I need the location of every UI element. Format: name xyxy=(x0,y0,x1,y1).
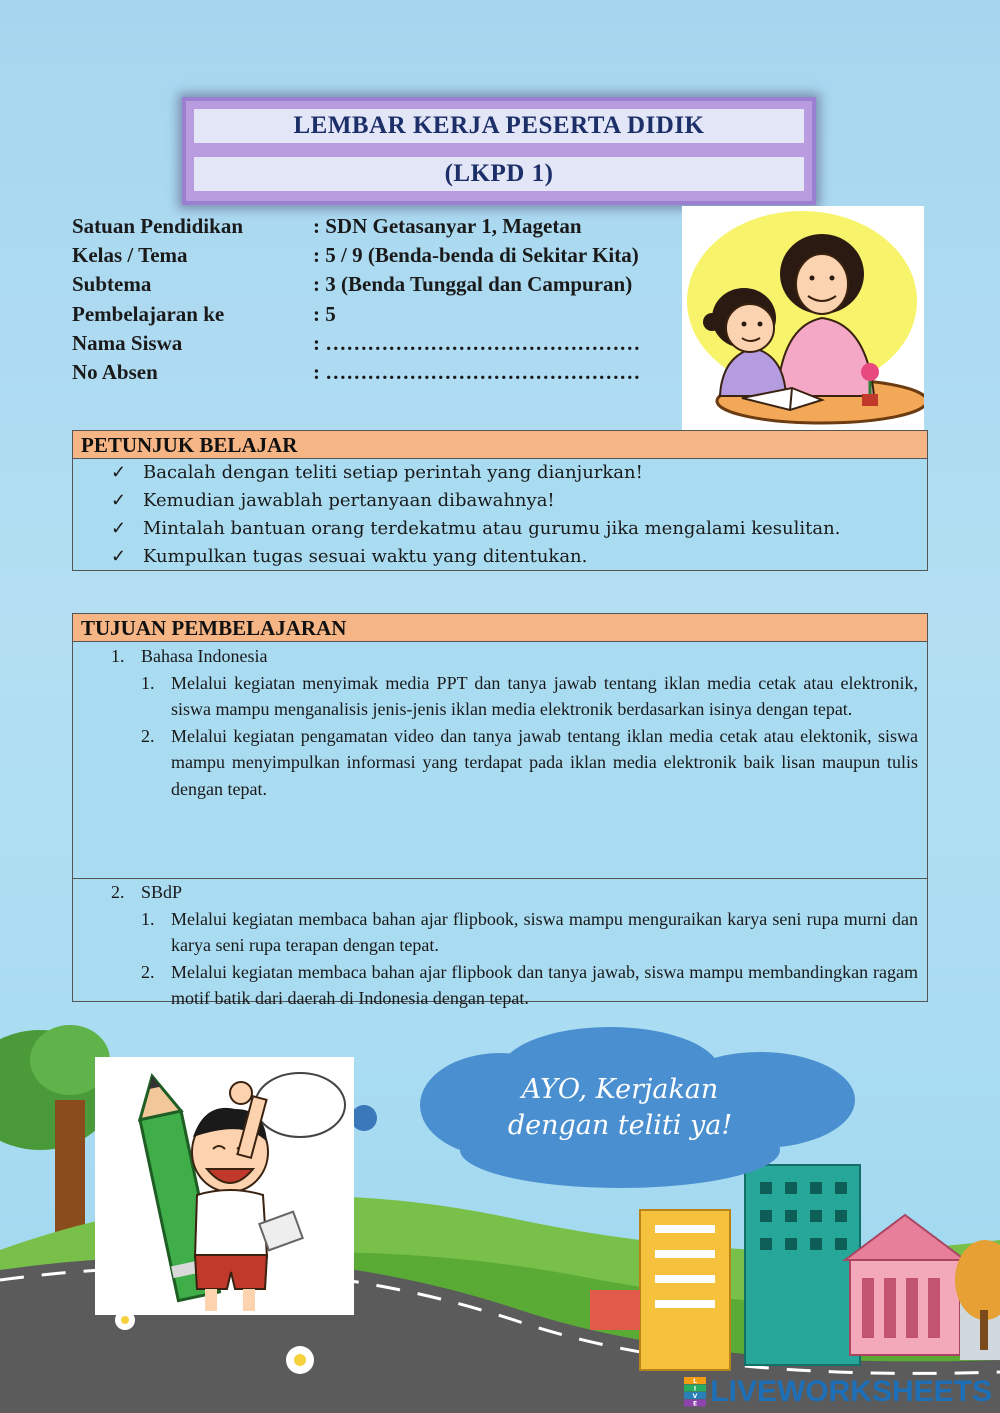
identity-row xyxy=(72,329,682,358)
page-subtitle: (LKPD 1) xyxy=(194,157,804,191)
item-text: Melalui kegiatan menyimak media PPT dan tanya jawab tentang iklan media cetak atau elektronik, siswa mampu menganalisis jenis-jenis iklan media elektronik berdasarkan isinya dengan tepat. xyxy=(171,672,918,719)
liveworksheets-watermark xyxy=(684,1375,992,1409)
list-item xyxy=(111,459,927,487)
list-item-text: Kemudian jawablah pertanyaan dibawahnya! xyxy=(143,490,555,511)
subject-block xyxy=(73,642,927,879)
logo-letter-V: V xyxy=(692,1393,698,1400)
subject-number: 2. xyxy=(111,882,125,902)
list-item xyxy=(73,959,927,1012)
identity-label: Satuan Pendidikan xyxy=(72,214,243,239)
boy-with-pencil-icon xyxy=(95,1057,354,1315)
list-item xyxy=(111,487,927,515)
item-text: Melalui kegiatan pengamatan video dan tanya jawab tentang iklan media cetak atau elektonik, siswa mampu menyimpulkan informasi yang terdapat pada iklan media elektronik baik lisan maupun tulis dengan tepat. xyxy=(171,725,918,799)
item-number: 1. xyxy=(141,908,155,929)
petunjuk-belajar-section xyxy=(72,430,928,571)
speech-bubble-text xyxy=(440,1072,800,1144)
tujuan-pembelajaran-section xyxy=(72,613,928,1008)
item-text: Melalui kegiatan membaca bahan ajar flipbook, siswa mampu menguraikan karya seni rupa murni dan karya seni rupa terapan dengan tepat. xyxy=(171,908,918,955)
identity-row xyxy=(72,212,682,241)
identity-block xyxy=(72,212,682,387)
bubble-line: dengan teliti ya! xyxy=(507,1110,733,1141)
mother-child-reading-illustration xyxy=(682,206,924,430)
list-item-text: Kumpulkan tugas sesuai waktu yang ditentukan. xyxy=(143,546,588,567)
list-item xyxy=(73,723,927,803)
identity-label: No Absen xyxy=(72,360,158,385)
checkmark-icon: ✓ xyxy=(111,518,127,539)
checkmark-icon: ✓ xyxy=(111,462,127,483)
item-number: 2. xyxy=(141,725,155,746)
identity-value: : 3 (Benda Tunggal dan Campuran) xyxy=(313,272,633,297)
petunjuk-list xyxy=(73,459,927,571)
identity-row xyxy=(72,300,682,329)
list-item-text: Mintalah bantuan orang terdekatmu atau gurumu jika mengalami kesulitan. xyxy=(143,518,841,539)
identity-row xyxy=(72,241,682,270)
item-text: Melalui kegiatan membaca bahan ajar flipbook dan tanya jawab, siswa mampu membandingkan ragam motif batik dari daerah di Indonesia dengan tepat. xyxy=(171,961,918,1008)
building-icon xyxy=(590,1165,1000,1370)
identity-value: : SDN Getasanyar 1, Magetan xyxy=(313,214,582,239)
liveworksheets-logo-icon xyxy=(684,1377,706,1407)
list-item xyxy=(111,515,927,543)
logo-letter-I: I xyxy=(694,1385,697,1393)
watermark-text: LIVEWORKSHEETS xyxy=(710,1375,992,1408)
subject-block xyxy=(73,879,927,1012)
student-pencil-illustration xyxy=(95,1057,354,1315)
subject-title xyxy=(73,643,927,670)
subject-number: 1. xyxy=(111,646,125,666)
identity-value: : 5 xyxy=(313,301,336,326)
logo-letter-L: L xyxy=(693,1378,698,1385)
identity-label: Subtema xyxy=(72,272,152,297)
bubble-line: AYO, Kerjakan xyxy=(521,1074,719,1105)
checkmark-icon: ✓ xyxy=(111,546,127,567)
logo-letter-E: E xyxy=(693,1400,698,1407)
list-item-text: Bacalah dengan teliti setiap perintah yang dianjurkan! xyxy=(143,462,643,483)
identity-row xyxy=(72,270,682,299)
student-name-field[interactable]: : ……………………………………… xyxy=(313,330,641,355)
identity-label: Pembelajaran ke xyxy=(72,301,225,326)
list-item xyxy=(73,670,927,723)
list-item xyxy=(73,906,927,959)
subject-name: SBdP xyxy=(141,882,183,902)
title-frame xyxy=(182,97,816,205)
page-title: LEMBAR KERJA PESERTA DIDIK xyxy=(194,109,804,143)
checkmark-icon: ✓ xyxy=(111,490,127,511)
list-item xyxy=(111,543,927,571)
identity-label: Kelas / Tema xyxy=(72,243,188,268)
tujuan-heading: TUJUAN PEMBELAJARAN xyxy=(73,614,927,642)
item-number: 1. xyxy=(141,672,155,693)
absen-number-field[interactable]: : ……………………………………… xyxy=(313,360,641,385)
petunjuk-heading: PETUNJUK BELAJAR xyxy=(73,431,927,459)
subject-name: Bahasa Indonesia xyxy=(141,646,268,666)
subject-title xyxy=(73,879,927,906)
identity-value: : 5 / 9 (Benda-benda di Sekitar Kita) xyxy=(313,243,639,268)
identity-row xyxy=(72,358,682,387)
identity-label: Nama Siswa xyxy=(72,330,183,355)
item-number: 2. xyxy=(141,961,155,982)
mother-child-reading-icon xyxy=(682,206,924,430)
